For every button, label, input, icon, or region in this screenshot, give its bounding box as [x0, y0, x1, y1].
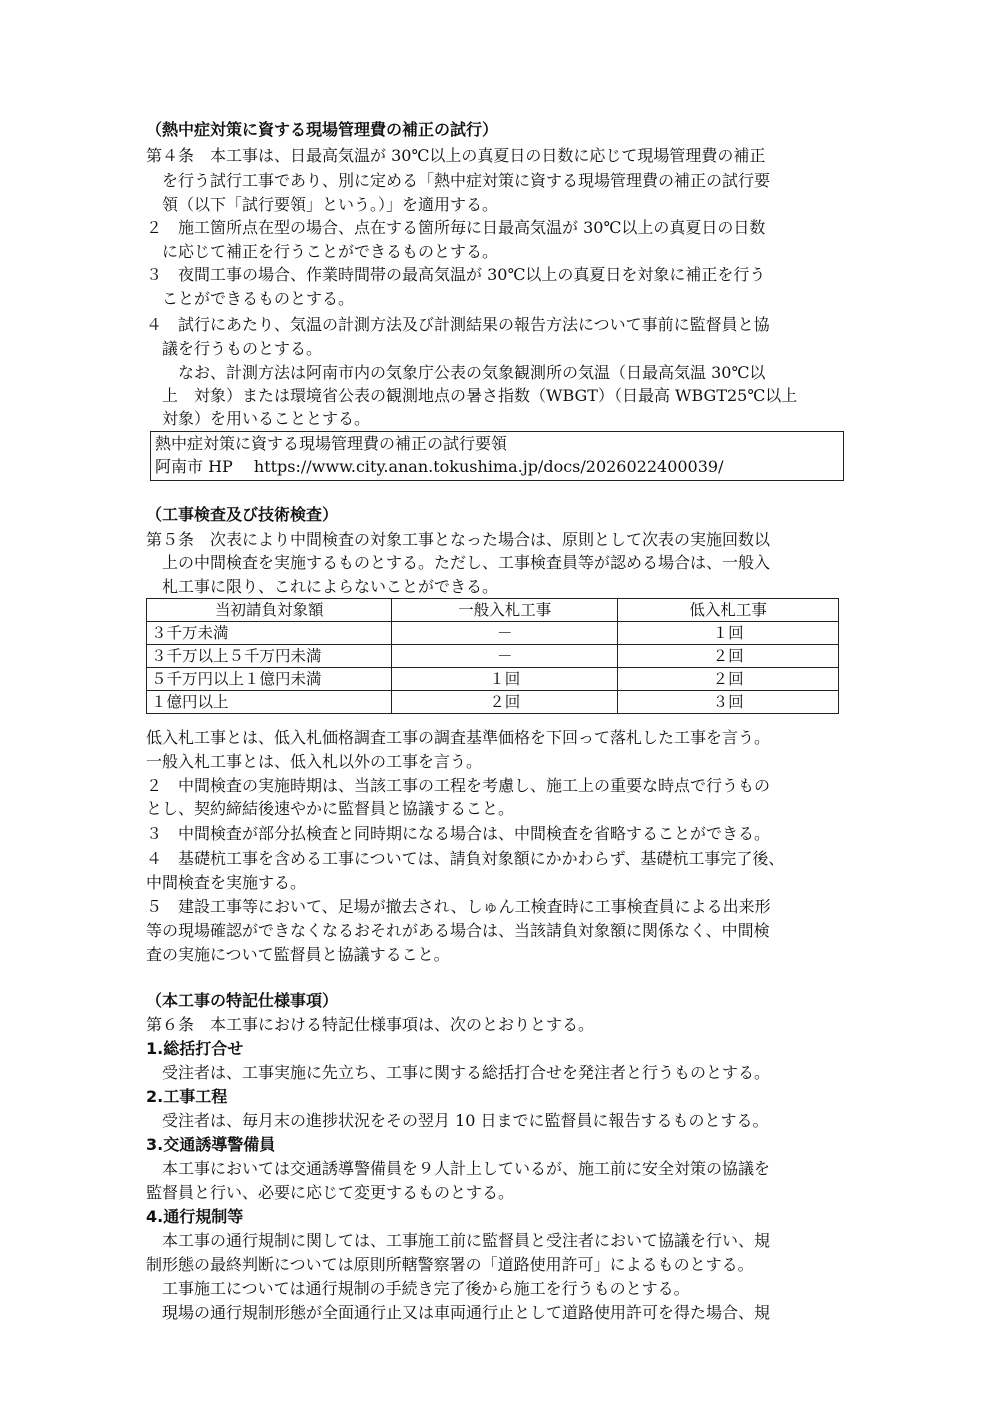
article5-text: ３ 中間検査が部分払検査と同時期になる場合は、中間検査を省略することができる。	[146, 824, 771, 843]
table-cell: ５千万円以上１億円未満	[147, 668, 392, 691]
article4-line: なお、計測方法は阿南市内の気象庁公表の気象観測所の気温（日最高気温 30℃以	[146, 363, 766, 382]
table-cell: －	[392, 645, 618, 668]
table-cell: －	[392, 622, 618, 645]
article4-line: 上 対象）または環境省公表の観測地点の暑さ指数（WBGT）（日最高 WBGT25℃以上	[146, 386, 798, 405]
article5-text: ２ 中間検査の実施時期は、当該工事の工程を考慮し、施工上の重要な時点で行うもの	[146, 776, 771, 795]
article4-line: を行う試行工事であり、別に定める「熱中症対策に資する現場管理費の補正の試行要	[146, 171, 771, 190]
table-cell: ２回	[618, 645, 839, 668]
section-text: 受注者は、工事実施に先立ち、工事に関する総括打合せを発注者と行うものとする。	[146, 1063, 771, 1082]
table-row	[147, 645, 839, 668]
section-text: 現場の通行規制形態が全面通行止又は車両通行止として道路使用許可を得た場合、規	[146, 1303, 771, 1322]
article5-text: ４ 基礎杭工事を含める工事については、請負対象額にかかわらず、基礎杭工事完了後、	[146, 849, 785, 868]
table-row	[147, 691, 839, 714]
section-text: 本工事においては交通誘導警備員を９人計上しているが、施工前に安全対策の協議を	[146, 1159, 771, 1178]
article4-line: に応じて補正を行うことができるものとする。	[146, 242, 499, 261]
table-cell: ３回	[618, 691, 839, 714]
section-text: 監督員と行い、必要に応じて変更するものとする。	[146, 1183, 515, 1202]
section-text: 工事施工については通行規制の手続き完了後から施工を行うものとする。	[146, 1279, 690, 1298]
article5-line: 札工事に限り、これによらないことができる。	[146, 577, 499, 596]
table-header-cell: 当初請負対象額	[147, 599, 392, 622]
article5-text: 査の実施について監督員と協議すること。	[146, 945, 450, 964]
reference-box	[150, 431, 844, 481]
section-text: 受注者は、毎月末の進捗状況をその翌月 10 日までに監督員に報告するものとする。	[146, 1111, 769, 1130]
article5-text: 等の現場確認ができなくなるおそれがある場合は、当該請負対象額に関係なく、中間検	[146, 921, 770, 940]
article4-line: ことができるものとする。	[146, 289, 355, 308]
article6-intro: 第６条 本工事における特記仕様事項は、次のとおりとする。	[146, 1015, 595, 1034]
section-title: 2.工事工程	[146, 1087, 228, 1106]
table-cell: １回	[618, 622, 839, 645]
article4-line: ２ 施工箇所点在型の場合、点在する箇所毎に日最高気温が 30℃以上の真夏日の日数	[146, 218, 766, 237]
section-title: 1.総括打合せ	[146, 1039, 244, 1058]
table-header-row	[147, 599, 839, 622]
table-cell: ３千万未満	[147, 622, 392, 645]
article5-text: 中間検査を実施する。	[146, 873, 307, 892]
table-row	[147, 622, 839, 645]
table-header-cell: 低入札工事	[618, 599, 839, 622]
article4-line: 領（以下「試行要領」という。）」を適用する。	[146, 195, 499, 214]
reference-title: 熱中症対策に資する現場管理費の補正の試行要領	[155, 434, 508, 453]
article6-heading: （本工事の特記仕様事項）	[146, 991, 339, 1010]
article5-text: とし、契約締結後速やかに監督員と協議すること。	[146, 799, 515, 818]
section-text: 本工事の通行規制に関しては、工事施工前に監督員と受注者において協議を行い、規	[146, 1231, 771, 1250]
article4-line: ３ 夜間工事の場合、作業時間帯の最高気温が 30℃以上の真夏日を対象に補正を行う	[146, 265, 766, 284]
article4-line: 議を行うものとする。	[146, 339, 323, 358]
table-cell: １回	[392, 668, 618, 691]
article4-line: 第４条 本工事は、日最高気温が 30℃以上の真夏日の日数に応じて現場管理費の補正	[146, 146, 766, 165]
section-title: 4.通行規制等	[146, 1207, 244, 1226]
table-cell: ２回	[392, 691, 618, 714]
table-cell: １億円以上	[147, 691, 392, 714]
article5-line: 上の中間検査を実施するものとする。ただし、工事検査員等が認める場合は、一般入	[146, 553, 771, 572]
article5-text: ５ 建設工事等において、足場が撤去され、しゅん工検査時に工事検査員による出来形	[146, 897, 771, 916]
article5-heading: （工事検査及び技術検査）	[146, 505, 339, 524]
article5-text: 低入札工事とは、低入札価格調査工事の調査基準価格を下回って落札した工事を言う。	[146, 728, 771, 747]
section-title: 3.交通誘導警備員	[146, 1135, 276, 1154]
article4-heading: （熱中症対策に資する現場管理費の補正の試行）	[146, 120, 499, 139]
article5-text: 一般入札工事とは、低入札以外の工事を言う。	[146, 752, 483, 771]
article4-line: ４ 試行にあたり、気温の計測方法及び計測結果の報告方法について事前に監督員と協	[146, 315, 770, 334]
table-header-cell: 一般入札工事	[392, 599, 618, 622]
section-text: 制形態の最終判断については原則所轄警察署の「道路使用許可」によるものとする。	[146, 1255, 754, 1274]
table-cell: ２回	[618, 668, 839, 691]
table-row	[147, 668, 839, 691]
article5-line: 第５条 次表により中間検査の対象工事となった場合は、原則として次表の実施回数以	[146, 530, 771, 549]
inspection-table	[146, 598, 839, 714]
article4-line: 対象）を用いることとする。	[146, 409, 371, 428]
table-cell: ３千万以上５千万円未満	[147, 645, 392, 668]
reference-url: 阿南市 HP https://www.city.anan.tokushima.jp/docs/2026022400039/	[155, 457, 724, 476]
